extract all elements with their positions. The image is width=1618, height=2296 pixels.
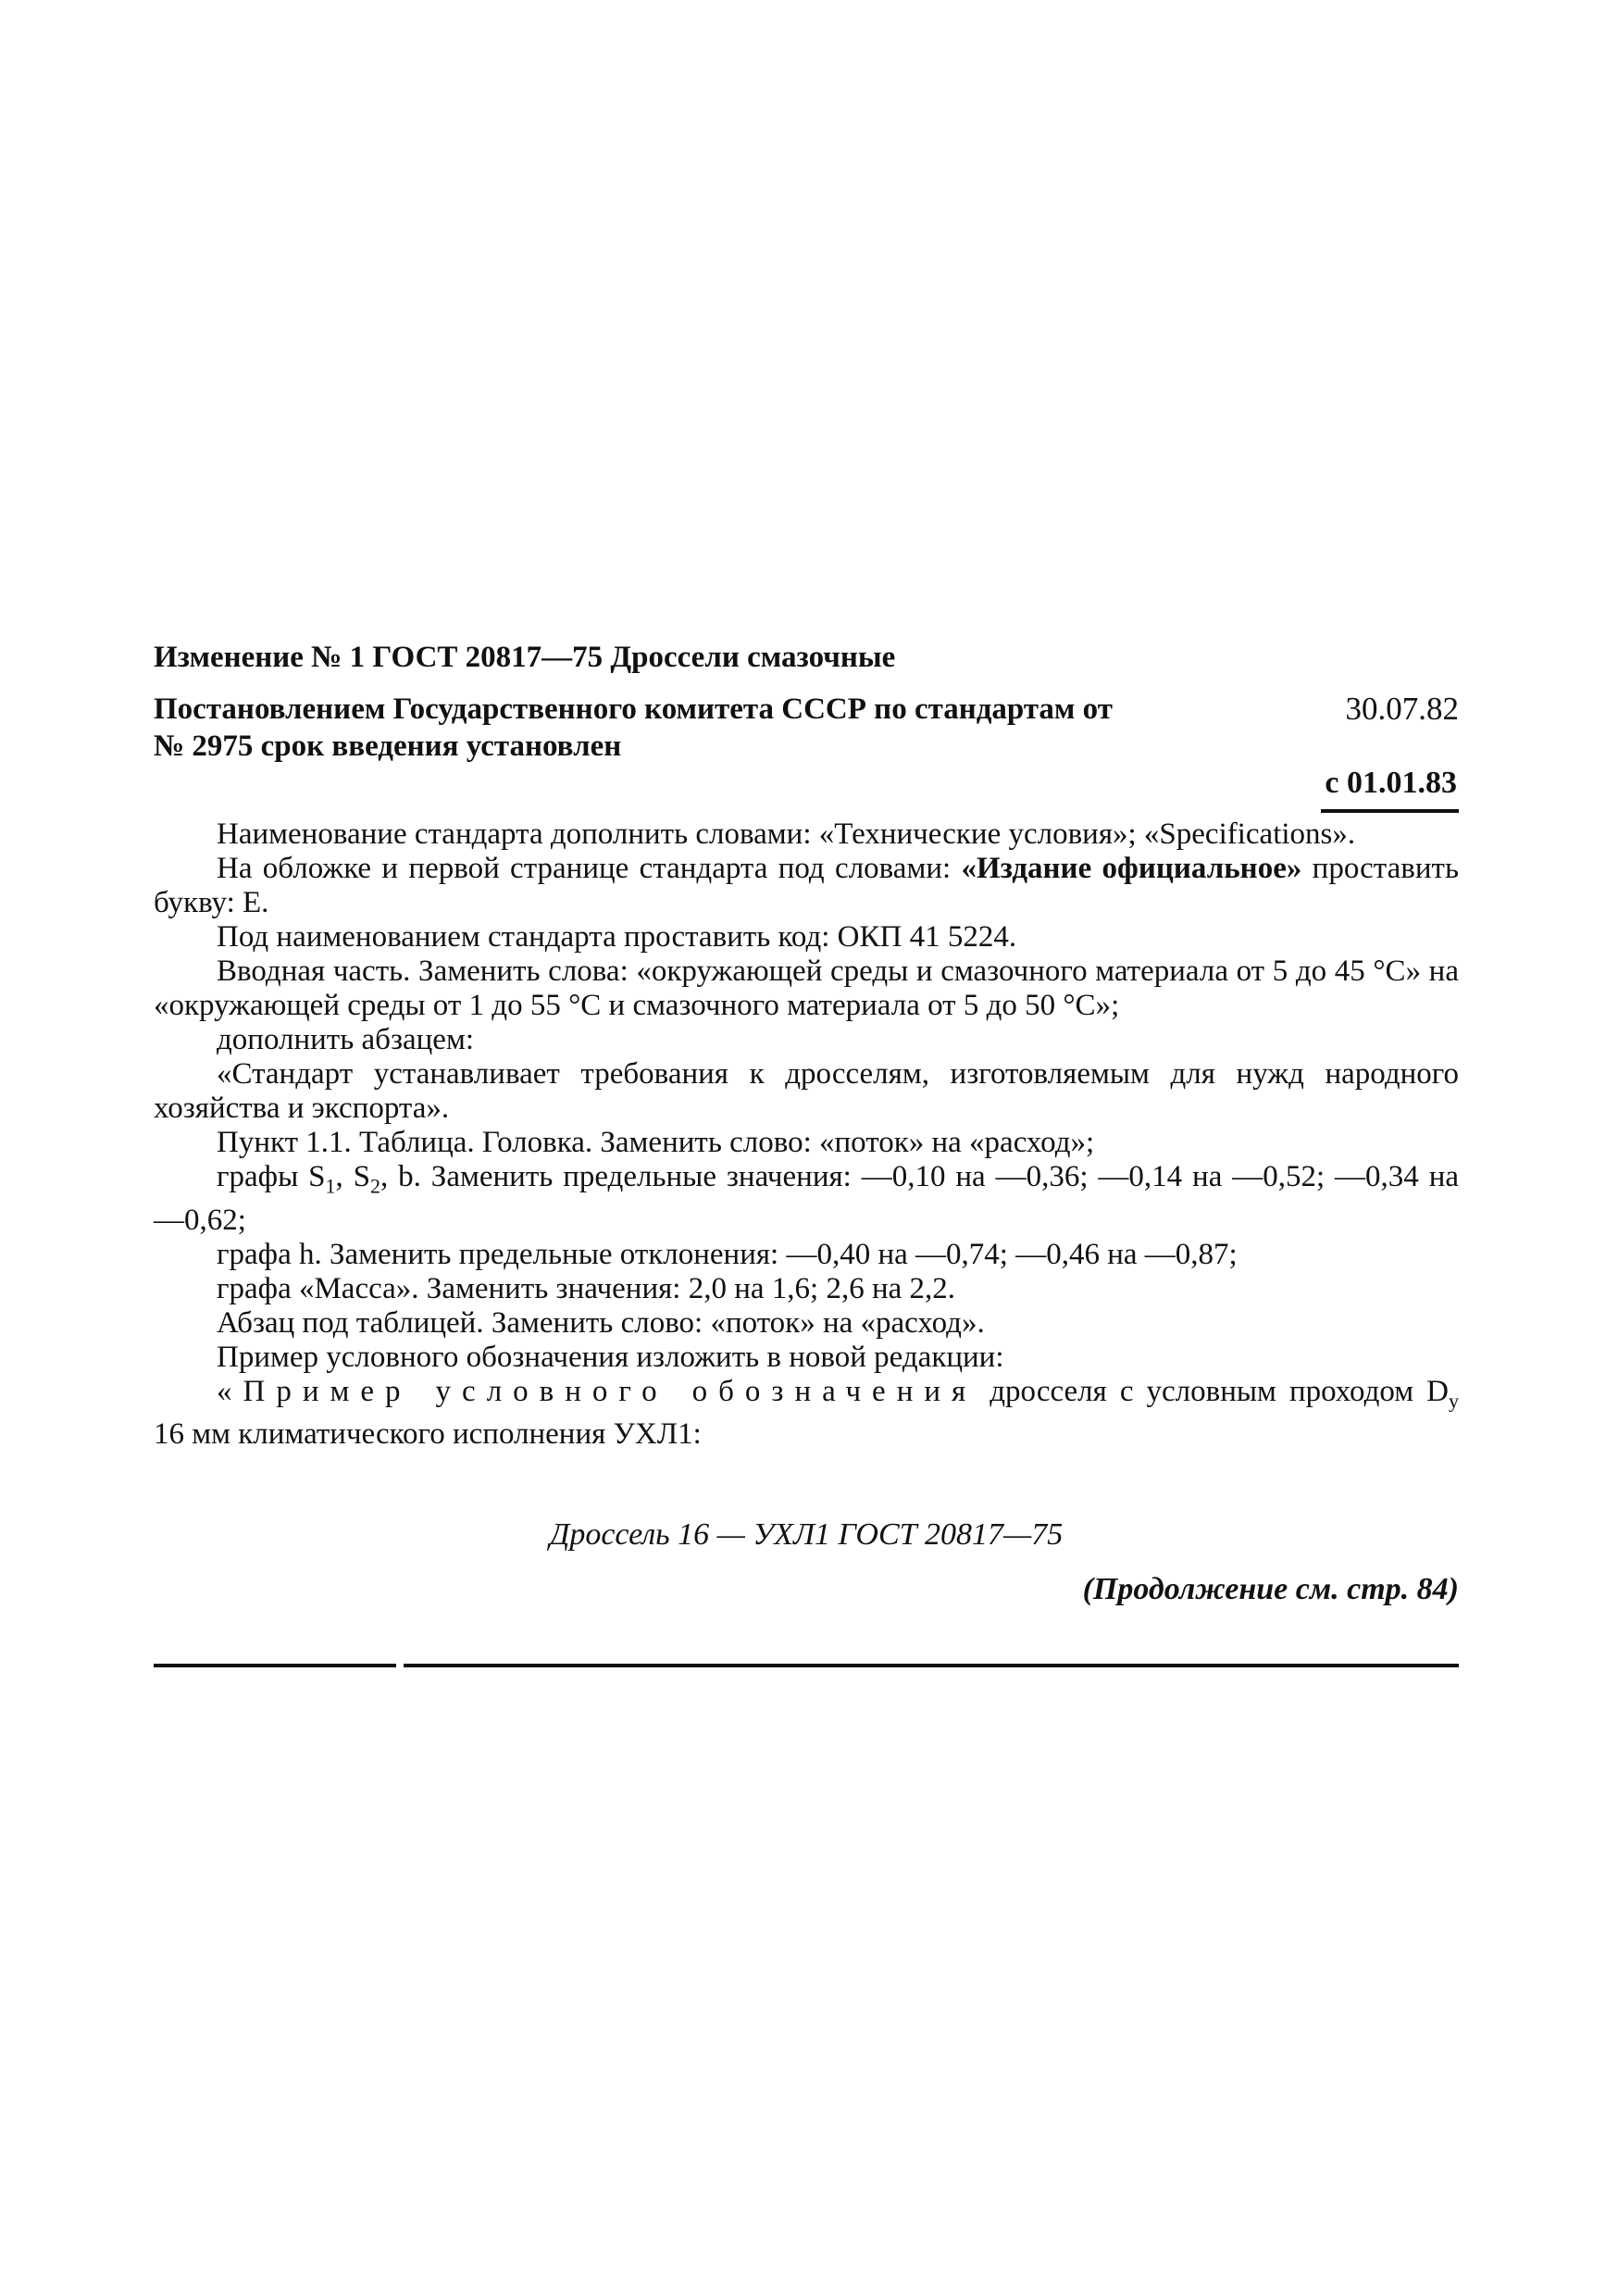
example-text-b: дросселя с условным проходом D <box>977 1374 1449 1408</box>
columns-s-sub-2: 2 <box>370 1174 380 1198</box>
decree-date: 30.07.82 <box>1345 691 1459 727</box>
designation-example: Дроссель 16 — УХЛ1 ГОСТ 20817—75 <box>549 1517 1064 1552</box>
paragraph-example-intro: Пример условного обозначения изложить в новой редакции: <box>217 1340 1004 1374</box>
amendment-title: Изменение № 1 ГОСТ 20817—75 Дроссели смазочные <box>154 641 896 674</box>
paragraph-column-mass: графа «Масса». Заменить значения: 2,0 на 1,6; 2,6 на 2,2. <box>217 1271 956 1305</box>
paragraph-cover-text-c: проставить букву: Е. <box>154 852 1459 919</box>
paragraph-okp-code: Под наименованием стандарта проставить код: ОКП 41 5224. <box>217 920 1017 954</box>
columns-s-text-b: , S <box>335 1160 370 1193</box>
decree-number-line: № 2975 срок введения установлен <box>154 730 622 763</box>
example-text-c: 16 мм климатического исполнения УХЛ1: <box>154 1417 702 1452</box>
paragraph-intro: Вводная часть. Заменить слова: «окружающей среды и смазочного материала от 5 до 45 °С» на «окружающей среды от 1 до 55 °С и смазочного материала от 5 до 50 °С»; <box>154 955 1459 1022</box>
continued-note: (Продолжение см. стр. 84) <box>1082 1572 1459 1606</box>
amendment-body <box>154 817 1459 1452</box>
paragraph-cover <box>154 852 1459 920</box>
paragraph-under-table: Абзац под таблицей. Заменить слово: «поток» на «расход». <box>217 1305 985 1340</box>
paragraph-add: дополнить абзацем: <box>217 1023 475 1056</box>
columns-s-sub-1: 1 <box>325 1174 336 1198</box>
paragraph-column-h: графа h. Заменить предельные отклонения: —0,40 на —0,74; —0,46 на —0,87; <box>217 1237 1238 1271</box>
decree-block <box>154 691 1459 765</box>
paragraph-example <box>154 1375 1459 1453</box>
decree-text: Постановлением Государственного комитета СССР по стандартам от <box>154 693 1113 726</box>
effective-date: с 01.01.83 <box>1321 763 1459 813</box>
example-spaced-text: «Пример условного обозначения <box>217 1374 977 1408</box>
paragraph-columns-s <box>154 1160 1459 1238</box>
columns-s-text-a: графы S <box>217 1160 326 1193</box>
paragraph-cover-text-a: На обложке и первой странице стандарта под словами: <box>217 852 962 885</box>
columns-s-text-c: , b. Заменить предельные значения: —0,10 на —0,36; —0,14 на —0,52; —0,34 на —0,62; <box>154 1160 1460 1237</box>
paragraph-standard-name: Наименование стандарта дополнить словами: «Технические условия»; «Specifications». <box>217 817 1356 851</box>
paragraph-clause-1-1: Пункт 1.1. Таблица. Головка. Заменить слово: «поток» на «расход»; <box>217 1126 1095 1159</box>
footer-rule-right <box>404 1664 1459 1667</box>
paragraph-cover-official: «Издание официальное» <box>961 852 1302 885</box>
footer-rule-left <box>154 1664 396 1667</box>
decree-line-1 <box>154 691 1459 728</box>
paragraph-standard-scope: «Стандарт устанавливает требования к дросселям, изготовляемым для нужд народного хозяйства и экспорта». <box>154 1057 1459 1125</box>
example-sub-y: у <box>1449 1389 1459 1413</box>
